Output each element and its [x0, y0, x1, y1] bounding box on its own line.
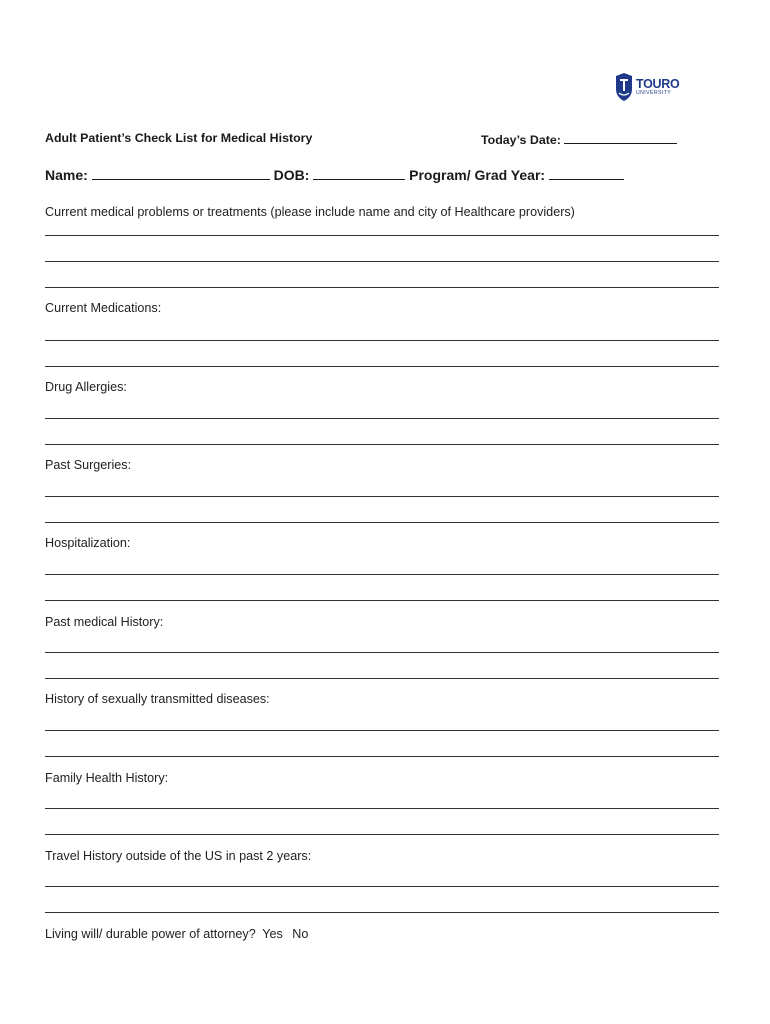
travel-history-line-2[interactable]	[45, 912, 719, 913]
current-problems-label: Current medical problems or treatments (please include name and city of Healthcare providers)	[45, 205, 575, 219]
program-blank[interactable]	[549, 167, 624, 180]
std-history-line-2[interactable]	[45, 756, 719, 757]
todays-date-field	[481, 131, 677, 147]
name-blank[interactable]	[92, 167, 270, 180]
dob-label: DOB:	[273, 167, 310, 183]
travel-history-label: Travel History outside of the US in past 2 years:	[45, 849, 312, 863]
travel-history-line-1[interactable]	[45, 886, 719, 887]
current-problems-line-2[interactable]	[45, 261, 719, 262]
form-title: Adult Patient’s Check List for Medical History	[45, 131, 313, 145]
past-surgeries-line-2[interactable]	[45, 522, 719, 523]
past-medical-history-line-1[interactable]	[45, 652, 719, 653]
current-problems-line-1[interactable]	[45, 235, 719, 236]
hospitalization-line-1[interactable]	[45, 574, 719, 575]
patient-info-row	[45, 167, 624, 183]
dob-blank[interactable]	[313, 167, 405, 180]
current-problems-line-3[interactable]	[45, 287, 719, 288]
family-history-label: Family Health History:	[45, 771, 169, 785]
family-history-line-1[interactable]	[45, 808, 719, 809]
name-label: Name:	[45, 167, 88, 183]
family-history-line-2[interactable]	[45, 834, 719, 835]
past-surgeries-line-1[interactable]	[45, 496, 719, 497]
living-will-row	[45, 927, 308, 941]
current-medications-line-2[interactable]	[45, 366, 719, 367]
no-option[interactable]: No	[292, 927, 309, 941]
past-medical-history-label: Past medical History:	[45, 615, 164, 629]
std-history-line-1[interactable]	[45, 730, 719, 731]
shield-icon	[615, 73, 633, 101]
past-medical-history-line-2[interactable]	[45, 678, 719, 679]
past-surgeries-label: Past Surgeries:	[45, 458, 132, 472]
touro-university-logo	[615, 72, 687, 102]
current-medications-label: Current Medications:	[45, 301, 162, 315]
std-history-label: History of sexually transmitted diseases:	[45, 692, 270, 706]
drug-allergies-label: Drug Allergies:	[45, 380, 127, 394]
drug-allergies-line-2[interactable]	[45, 444, 719, 445]
logo-subtitle: UNIVERSITY	[636, 90, 672, 97]
todays-date-blank[interactable]	[564, 131, 677, 144]
hospitalization-line-2[interactable]	[45, 600, 719, 601]
living-will-label: Living will/ durable power of attorney?	[45, 927, 256, 941]
program-label: Program/ Grad Year:	[409, 167, 546, 183]
logo-wordmark: TOURO	[636, 76, 680, 91]
yes-option[interactable]: Yes	[262, 927, 283, 941]
todays-date-label: Today’s Date:	[481, 133, 561, 147]
current-medications-line-1[interactable]	[45, 340, 719, 341]
hospitalization-label: Hospitalization:	[45, 536, 131, 550]
drug-allergies-line-1[interactable]	[45, 418, 719, 419]
